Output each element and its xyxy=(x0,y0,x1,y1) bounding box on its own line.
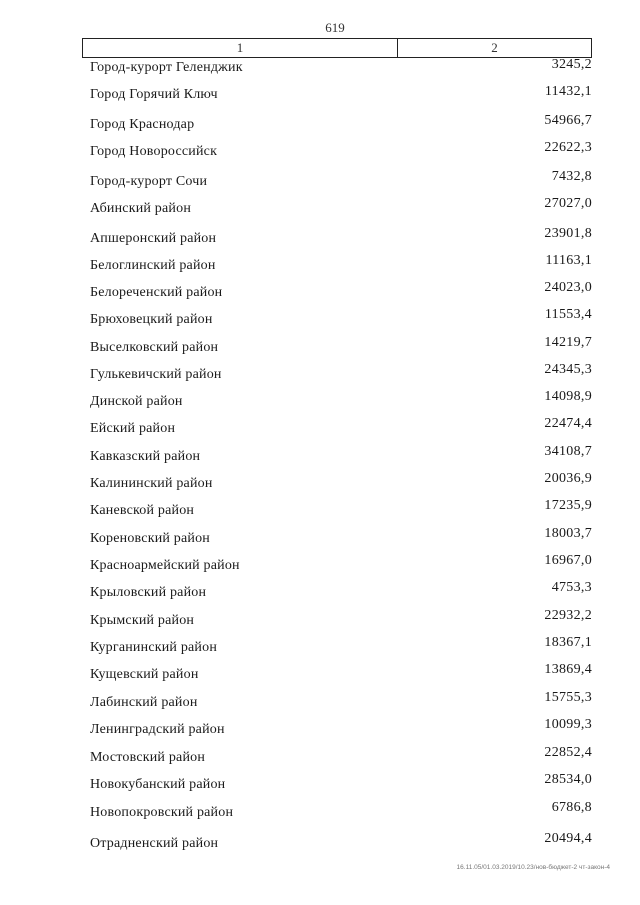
row-name: Город Горячий Ключ xyxy=(90,87,218,102)
row-name: Новопокровский район xyxy=(90,805,234,820)
row-value: 13869,4 xyxy=(544,662,592,677)
row-value: 11163,1 xyxy=(545,253,592,268)
row-value: 18003,7 xyxy=(544,526,592,541)
row-value: 22932,2 xyxy=(544,608,592,623)
row-value: 20036,9 xyxy=(544,471,592,486)
row-value: 16967,0 xyxy=(544,553,592,568)
row-name: Новокубанский район xyxy=(90,777,226,792)
row-name: Лабинский район xyxy=(90,695,198,710)
row-name: Абинский район xyxy=(90,201,192,216)
row-value: 24345,3 xyxy=(544,362,592,377)
column-header-1: 1 xyxy=(83,39,398,57)
row-name: Апшеронский район xyxy=(90,231,217,246)
row-value: 34108,7 xyxy=(544,444,592,459)
row-name: Динской район xyxy=(90,394,183,409)
row-value: 24023,0 xyxy=(544,280,592,295)
row-value: 15755,3 xyxy=(544,690,592,705)
row-value: 22852,4 xyxy=(544,745,592,760)
row-name: Кавказский район xyxy=(90,449,201,464)
row-name: Калининский район xyxy=(90,476,213,491)
row-name: Брюховецкий район xyxy=(90,312,213,327)
row-value: 22474,4 xyxy=(544,416,592,431)
row-value: 23901,8 xyxy=(544,226,592,241)
row-value: 4753,3 xyxy=(551,580,592,595)
row-name: Гулькевичский район xyxy=(90,367,222,382)
row-value: 14098,9 xyxy=(544,389,592,404)
row-value: 20494,4 xyxy=(544,831,592,846)
row-value: 17235,9 xyxy=(544,498,592,513)
row-value: 10099,3 xyxy=(544,717,592,732)
row-value: 18367,1 xyxy=(544,635,592,650)
row-name: Мостовский район xyxy=(90,750,206,765)
row-value: 54966,7 xyxy=(544,113,592,128)
row-name: Ейский район xyxy=(90,421,176,436)
row-value: 11432,1 xyxy=(544,84,592,99)
row-name: Белоглинский район xyxy=(90,258,216,273)
row-name: Отрадненский район xyxy=(90,836,219,851)
row-value: 6786,8 xyxy=(551,800,592,815)
row-name: Курганинский район xyxy=(90,640,218,655)
row-value: 22622,3 xyxy=(544,140,592,155)
row-name: Город-курорт Геленджик xyxy=(90,60,243,75)
row-name: Каневской район xyxy=(90,503,195,518)
row-name: Выселковский район xyxy=(90,340,219,355)
page-number: 619 xyxy=(325,20,345,35)
row-value: 11553,4 xyxy=(544,307,592,322)
row-value: 14219,7 xyxy=(544,335,592,350)
row-name: Город Новороссийск xyxy=(90,144,218,159)
column-header-2: 2 xyxy=(491,40,498,55)
row-name: Красноармейский район xyxy=(90,558,240,573)
row-name: Крыловский район xyxy=(90,585,207,600)
row-name: Ленинградский район xyxy=(90,722,225,737)
footer-code: 16.11.05/01.03.2019/10.23/нов-бюджет-2 чт-закон-4 xyxy=(456,864,610,871)
row-value: 27027,0 xyxy=(544,196,592,211)
row-value: 3245,2 xyxy=(551,57,592,72)
row-name: Кущевский район xyxy=(90,667,199,682)
row-name: Белореченский район xyxy=(90,285,223,300)
row-value: 7432,8 xyxy=(551,169,592,184)
row-name: Город-курорт Сочи xyxy=(90,174,208,189)
row-value: 28534,0 xyxy=(544,772,592,787)
row-name: Кореновский район xyxy=(90,531,210,546)
row-name: Город Краснодар xyxy=(90,117,195,132)
row-name: Крымский район xyxy=(90,613,195,628)
